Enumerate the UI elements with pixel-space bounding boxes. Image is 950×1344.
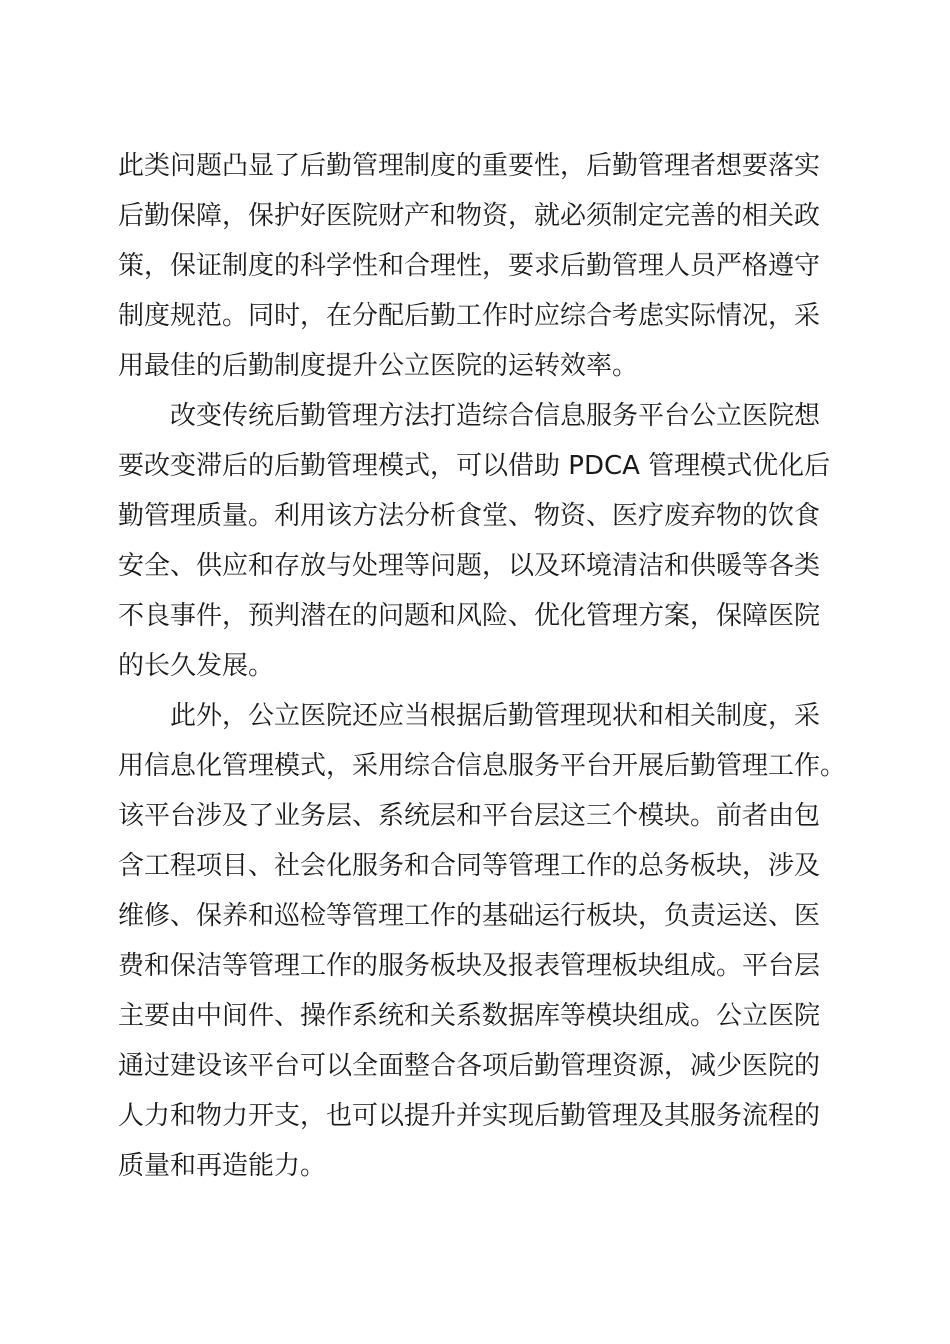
paragraph-2-line: 不良事件，预判潜在的问题和风险、优化管理方案，保障医院 [118,601,821,631]
paragraph-3-line: 该平台涉及了业务层、系统层和平台层这三个模块。前者由包 [118,801,821,831]
paragraph-3-line: 通过建设该平台可以全面整合各项后勤管理资源，减少医院的 [118,1051,821,1081]
paragraph-3-line: 用信息化管理模式，采用综合信息服务平台开展后勤管理工作。 [118,751,847,781]
paragraph-3-line: 含工程项目、社会化服务和合同等管理工作的总务板块，涉及 [118,851,821,881]
paragraph-3-first-line: 此外，公立医院还应当根据后勤管理现状和相关制度，采 [170,701,821,731]
paragraph-2-line: 的长久发展。 [118,651,275,681]
paragraph-1-line: 此类问题凸显了后勤管理制度的重要性，后勤管理者想要落实 [118,151,821,181]
paragraph-1-line: 策，保证制度的科学性和合理性，要求后勤管理人员严格遵守 [118,251,821,281]
paragraph-2-line: 勤管理质量。利用该方法分析食堂、物资、医疗废弃物的饮食 [118,501,821,531]
paragraph-2-line: 要改变滞后的后勤管理模式，可以借助 PDCA 管理模式优化后 [118,451,831,481]
paragraph-1-line: 后勤保障，保护好医院财产和物资，就必须制定完善的相关政 [118,201,821,231]
paragraph-3-line: 质量和再造能力。 [118,1151,327,1181]
paragraph-2-first-line: 改变传统后勤管理方法打造综合信息服务平台公立医院想 [170,401,821,431]
paragraph-3-line: 维修、保养和巡检等管理工作的基础运行板块，负责运送、医 [118,901,821,931]
paragraph-3-line: 费和保洁等管理工作的服务板块及报表管理板块组成。平台层 [118,951,821,981]
paragraph-2-line: 安全、供应和存放与处理等问题，以及环境清洁和供暖等各类 [118,551,821,581]
body-text [118,141,847,1191]
paragraph-1-line: 用最佳的后勤制度提升公立医院的运转效率。 [118,351,639,381]
paragraph-3-line: 主要由中间件、操作系统和关系数据库等模块组成。公立医院 [118,1001,821,1031]
paragraph-3-line: 人力和物力开支，也可以提升并实现后勤管理及其服务流程的 [118,1101,821,1131]
paragraph-1-line: 制度规范。同时，在分配后勤工作时应综合考虑实际情况，采 [118,301,821,331]
